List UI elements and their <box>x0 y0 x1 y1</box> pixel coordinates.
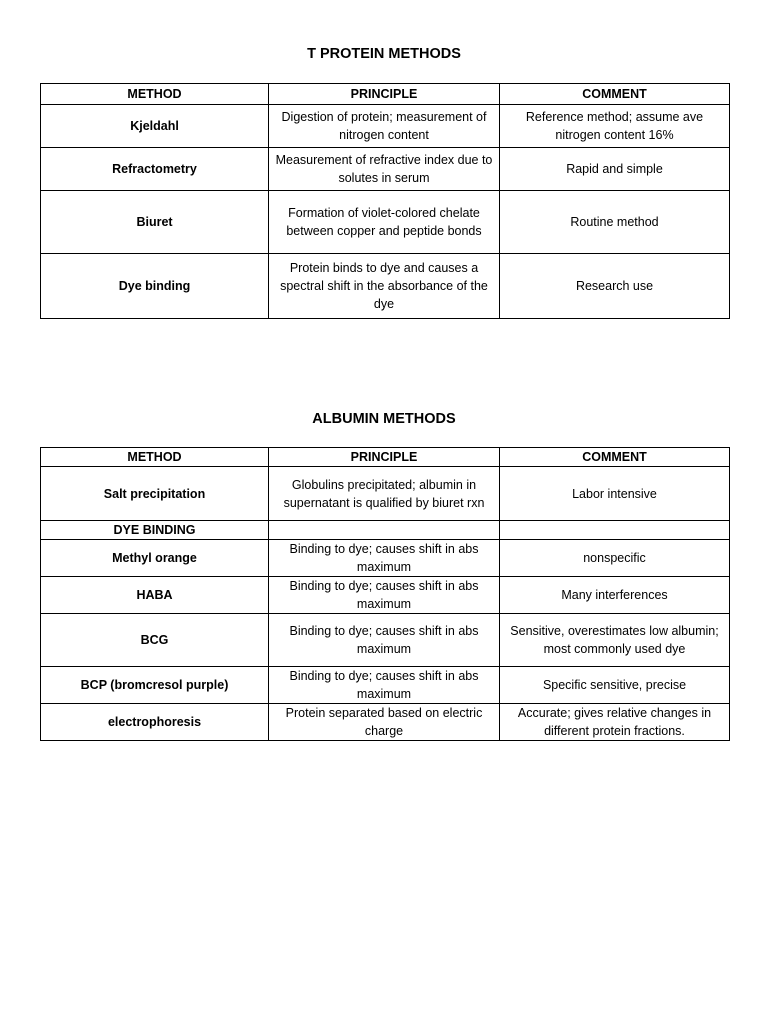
comment-cell: Accurate; gives relative changes in different protein fractions. <box>500 704 730 741</box>
method-cell: BCP (bromcresol purple) <box>41 667 269 704</box>
table-row <box>41 105 730 148</box>
principle-cell: Digestion of protein; measurement of nitrogen content <box>269 105 500 148</box>
method-cell: Biuret <box>41 191 269 254</box>
principle-cell: Binding to dye; causes shift in abs maximum <box>269 667 500 704</box>
table-row <box>41 467 730 521</box>
column-header-principle: PRINCIPLE <box>269 448 500 467</box>
principle-cell: Binding to dye; causes shift in abs maximum <box>269 577 500 614</box>
comment-cell: Sensitive, overestimates low albumin; most commonly used dye <box>500 614 730 667</box>
method-cell: Kjeldahl <box>41 105 269 148</box>
comment-cell: Research use <box>500 254 730 319</box>
method-cell: Methyl orange <box>41 540 269 577</box>
comment-cell: Routine method <box>500 191 730 254</box>
principle-cell: Protein binds to dye and causes a spectral shift in the absorbance of the dye <box>269 254 500 319</box>
column-header-principle: PRINCIPLE <box>269 84 500 105</box>
table-row <box>41 614 730 667</box>
principle-cell: Formation of violet-colored chelate between copper and peptide bonds <box>269 191 500 254</box>
protein-methods-table <box>40 83 730 319</box>
table-row <box>41 148 730 191</box>
method-cell: Dye binding <box>41 254 269 319</box>
table-row <box>41 704 730 741</box>
principle-cell <box>269 521 500 540</box>
comment-cell: Reference method; assume ave nitrogen content 16% <box>500 105 730 148</box>
albumin-methods-title: ALBUMIN METHODS <box>312 411 456 427</box>
table-row <box>41 254 730 319</box>
comment-cell: Specific sensitive, precise <box>500 667 730 704</box>
method-cell: Salt precipitation <box>41 467 269 521</box>
comment-cell: nonspecific <box>500 540 730 577</box>
table-row <box>41 540 730 577</box>
table-row <box>41 191 730 254</box>
column-header-method: METHOD <box>41 84 269 105</box>
column-header-comment: COMMENT <box>500 84 730 105</box>
comment-cell: Labor intensive <box>500 467 730 521</box>
principle-cell: Globulins precipitated; albumin in supernatant is qualified by biuret rxn <box>269 467 500 521</box>
method-cell: DYE BINDING <box>41 521 269 540</box>
column-header-method: METHOD <box>41 448 269 467</box>
method-cell: BCG <box>41 614 269 667</box>
comment-cell <box>500 521 730 540</box>
column-header-comment: COMMENT <box>500 448 730 467</box>
principle-cell: Binding to dye; causes shift in abs maximum <box>269 540 500 577</box>
method-cell: Refractometry <box>41 148 269 191</box>
principle-cell: Binding to dye; causes shift in abs maximum <box>269 614 500 667</box>
table-header-row <box>41 448 730 467</box>
method-cell: HABA <box>41 577 269 614</box>
comment-cell: Rapid and simple <box>500 148 730 191</box>
principle-cell: Measurement of refractive index due to solutes in serum <box>269 148 500 191</box>
table-header-row <box>41 84 730 105</box>
table-row <box>41 521 730 540</box>
principle-cell: Protein separated based on electric charge <box>269 704 500 741</box>
comment-cell: Many interferences <box>500 577 730 614</box>
table-row <box>41 667 730 704</box>
method-cell: electrophoresis <box>41 704 269 741</box>
protein-methods-title: T PROTEIN METHODS <box>307 46 461 62</box>
albumin-methods-table <box>40 447 730 741</box>
table-row <box>41 577 730 614</box>
